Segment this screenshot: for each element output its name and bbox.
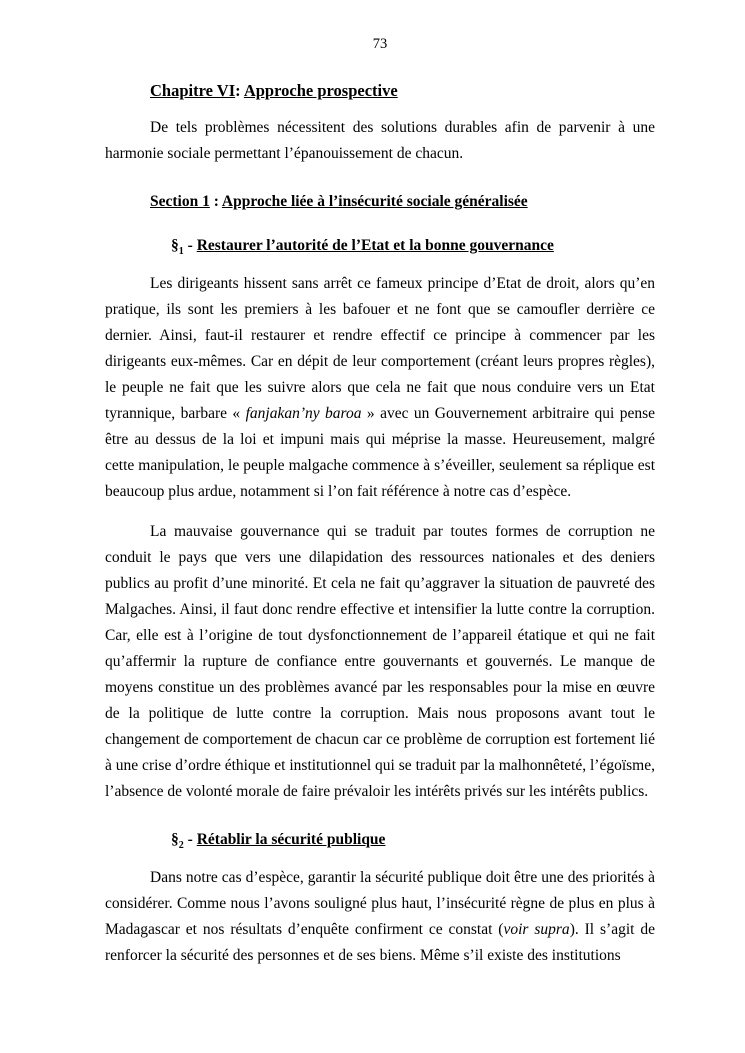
subsection-2-heading: $\S_2$ - Rétablir la sécurité publique	[171, 831, 386, 852]
paragraph-governance: Les dirigeants hissent sans arrêt ce fameux principe d’Etat de droit, alors qu’en pratique, ils sont les premiers à les bafouer et ne font que se camoufler derrière ce dernier. Ainsi, faut-il restaurer et rendre effectif ce principe à commencer par les dirigeants eux-mêmes. Car en dépit de leur comportement (créant leurs propres règles), le peuple ne fait que les suivre alors que cela ne fait que nous conduire vers un Etat tyrannique, barbare « fanjakan’ny baroa » avec un Gouvernement arbitraire qui pense être au dessus de la loi et impuni mais qui méprise la masse. Heureusement, malgré cette manipulation, le peuple malgache commence à s’éveiller, seulement sa réplique est beaucoup plus ardue, notamment si l’on fait référence à notre cas d’espèce.	[105, 275, 656, 501]
paragraph-intro: De tels problèmes nécessitent des solutions durables afin de parvenir à une harmonie sociale permettant l’épanouissement de chacun.	[105, 119, 655, 162]
section-1-heading: Section 1 : Approche liée à l’insécurité sociale généralisée	[150, 193, 528, 210]
page-number: 73	[372, 36, 388, 52]
paragraph-security: Dans notre cas d’espèce, garantir la sécurité publique doit être une des priorités à considérer. Comme nous l’avons souligné plus haut, l’insécurité règne de plus en plus à Madagascar et nos résultats d’enquête confirment ce constat (voir supra). Il s’agit de renforcer la sécurité des personnes et de ses biens. Même s’il existe des institutions	[105, 869, 655, 965]
subsection-1-heading: $\S_1$ - Restaurer l’autorité de l’Etat et la bonne gouvernance	[171, 237, 554, 258]
chapter-heading: Chapitre VI: Approche prospective	[150, 81, 398, 100]
paragraph-corruption: La mauvaise gouvernance qui se traduit par toutes formes de corruption ne conduit le pays que vers une dilapidation des ressources nationales et des deniers publics au profit d’une minorité. Et cela ne fait qu’aggraver la situation de pauvreté des Malgaches. Ainsi, il faut donc rendre effective et intensifier la lutte contre la corruption. Car, elle est à l’origine de tout dysfonctionnement de l’appareil étatique et qui ne fait qu’affermir la rupture de confiance entre gouvernants et gouvernés. Le manque de moyens constitue un des problèmes avancé par les responsables pour la mise en œuvre de la politique de lutte contre la corruption. Mais nous proposons avant tout le changement de comportement de chacun car ce problème de corruption est fortement lié à une crise d’ordre éthique et institutionnel qui se traduit par la malhonnêteté, l’égoïsme, l’absence de volonté morale de faire prévaloir les intérêts privés sur les intérêts publics.	[105, 523, 655, 801]
